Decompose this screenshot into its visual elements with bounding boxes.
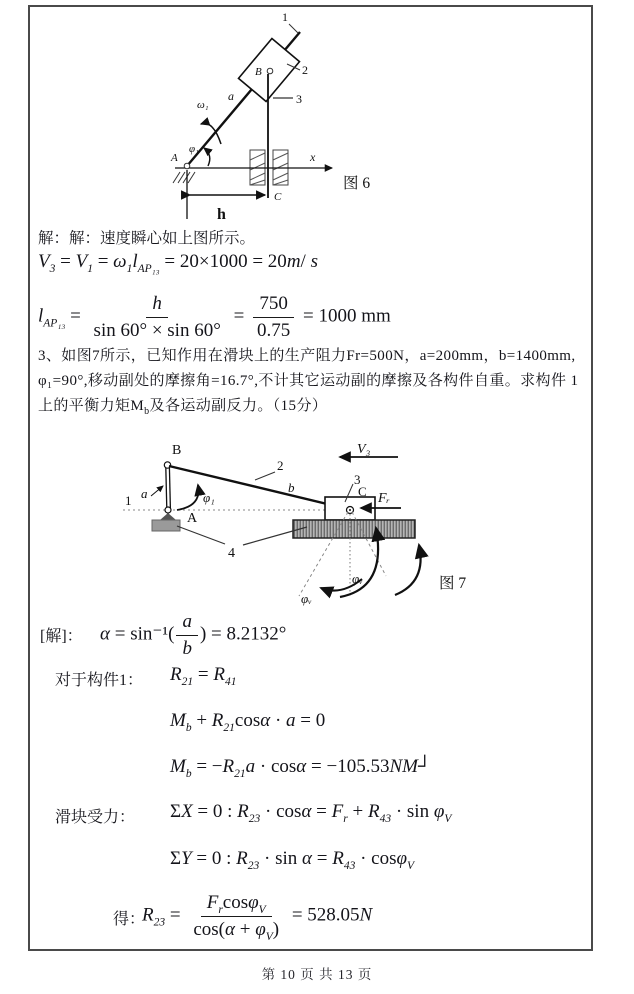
fig7-label-3: 3 — [354, 472, 361, 487]
fig7-label-phi1: φ₁ — [203, 490, 215, 505]
equation-r21: $R_{21} = R_{41}$ — [170, 664, 237, 688]
leader-4a — [177, 526, 225, 544]
fig6-label-omega1: ω₁ — [197, 99, 209, 111]
omega-arc — [201, 123, 221, 144]
ground-hatch-A — [173, 172, 195, 183]
solution1-intro: 解：解：速度瞬心如上图所示。 — [38, 230, 256, 247]
link-1-edge — [166, 467, 167, 509]
equation-alpha: α = sin⁻¹( $\frac{a}{b}$ ) = 8.2132° — [100, 611, 287, 659]
equation-mb-result: $M_b = -R_{21}a \cdot \cos\alpha$ = −105.53NM┘ — [170, 756, 432, 780]
kai-label: [解]： — [40, 628, 83, 645]
leader-2 — [255, 472, 275, 480]
slider-label: 滑块受力： — [55, 809, 136, 826]
fig7-caption: 图 7 — [439, 575, 467, 592]
ground-block — [152, 520, 180, 531]
fig6-label-2: 2 — [302, 63, 308, 77]
phi1-arc — [204, 148, 210, 166]
fig6-label-B: B — [255, 66, 262, 78]
figure-6 — [155, 8, 395, 226]
fig6-label-phi1: φ₁ — [189, 143, 199, 155]
de-label: 得： — [113, 911, 146, 928]
problem3-line1: 3、如图7所示，已知作用在滑块上的生产阻力Fr=500N，a=200mm，b=1400mm, — [38, 348, 576, 364]
link-1-edge2 — [169, 467, 170, 509]
arc-right — [395, 545, 421, 595]
joint-B — [267, 68, 273, 74]
equation-mb-sum: $M_b + R_{21}\cos\alpha \cdot a = 0$ — [170, 710, 326, 734]
guide-bar-4 — [293, 520, 415, 538]
leader-1 — [289, 24, 298, 33]
problem3-line2: φ₁=90°,移动副处的摩擦角=16.7°,不计其它运动副的摩擦及各构件自重。求构件 1 — [38, 373, 579, 389]
pivot-triangle — [160, 513, 176, 520]
fig7-label-1: 1 — [125, 493, 132, 508]
phi1-arc — [177, 485, 199, 510]
problem3-line3 — [38, 394, 596, 417]
fig6-label-3: 3 — [296, 92, 302, 106]
equation-r23: $R_{23}$ = $\frac{F_r\cos\varphi_V}{\cos(\alpha + \varphi_V)}$ = 528.05N — [142, 892, 373, 943]
fig6-caption: 图 6 — [343, 175, 371, 192]
fig7-label-C: C — [358, 484, 367, 499]
joint-A — [184, 163, 190, 169]
fig6-label-h: h — [217, 206, 226, 223]
problem3-line3-text2: 及各运动副反力。（15分） — [149, 398, 328, 414]
fig7-label-Fr: Fᵣ — [378, 491, 390, 506]
fig7-label-a: a — [141, 486, 148, 501]
fig6-label-1: 1 — [282, 10, 288, 24]
fig7-label-2: 2 — [277, 458, 284, 473]
fig7-label-B: B — [172, 443, 182, 458]
fig7-label-phiV-right: φᵥ — [352, 571, 363, 586]
equation-sum-x: ΣX = 0 : $R_{23} \cdot \cos\alpha = F_r + R_{43} \cdot \sin \varphi_V$ — [170, 801, 452, 825]
joint-A — [165, 507, 171, 513]
equation-sum-y: ΣY = 0 : $R_{23} \cdot \sin \alpha = R_{43} \cdot \cos\varphi_V$ — [170, 848, 415, 872]
problem3-line3-sub: b — [144, 406, 150, 417]
page-footer: 第 10 页 共 13 页 — [261, 967, 373, 982]
equation-lap: $l_{AP_{13}}$ = $\frac{h}{\sin 60^\circ \times \sin 60^\circ}$ = $\frac{750}{0.75}$ = 1000 mm — [38, 293, 391, 341]
problem3-line3-text: 上的平衡力矩M — [38, 398, 145, 414]
equation-velocity: $V_3 = V_1 = \omega_1l_{AP_{13}} = 20\times 1000 = 20m/$ s — [38, 251, 318, 275]
fig7-label-V3: V₃ — [357, 442, 371, 457]
fig6-label-a: a — [228, 89, 234, 103]
fig7-label-4: 4 — [228, 546, 235, 561]
fig6-label-C: C — [274, 191, 282, 203]
fig7-label-phiV-left: φᵥ — [301, 591, 312, 606]
fig6-label-x: x — [310, 150, 316, 164]
fig6-label-A: A — [171, 152, 178, 164]
link-2 — [169, 466, 348, 509]
figure-7 — [95, 436, 490, 618]
joint-C-center — [349, 509, 351, 511]
a-leader — [151, 486, 163, 496]
part1-label: 对于构件1： — [55, 672, 144, 689]
fig7-label-b: b — [288, 480, 295, 495]
fig7-label-A: A — [187, 511, 198, 526]
